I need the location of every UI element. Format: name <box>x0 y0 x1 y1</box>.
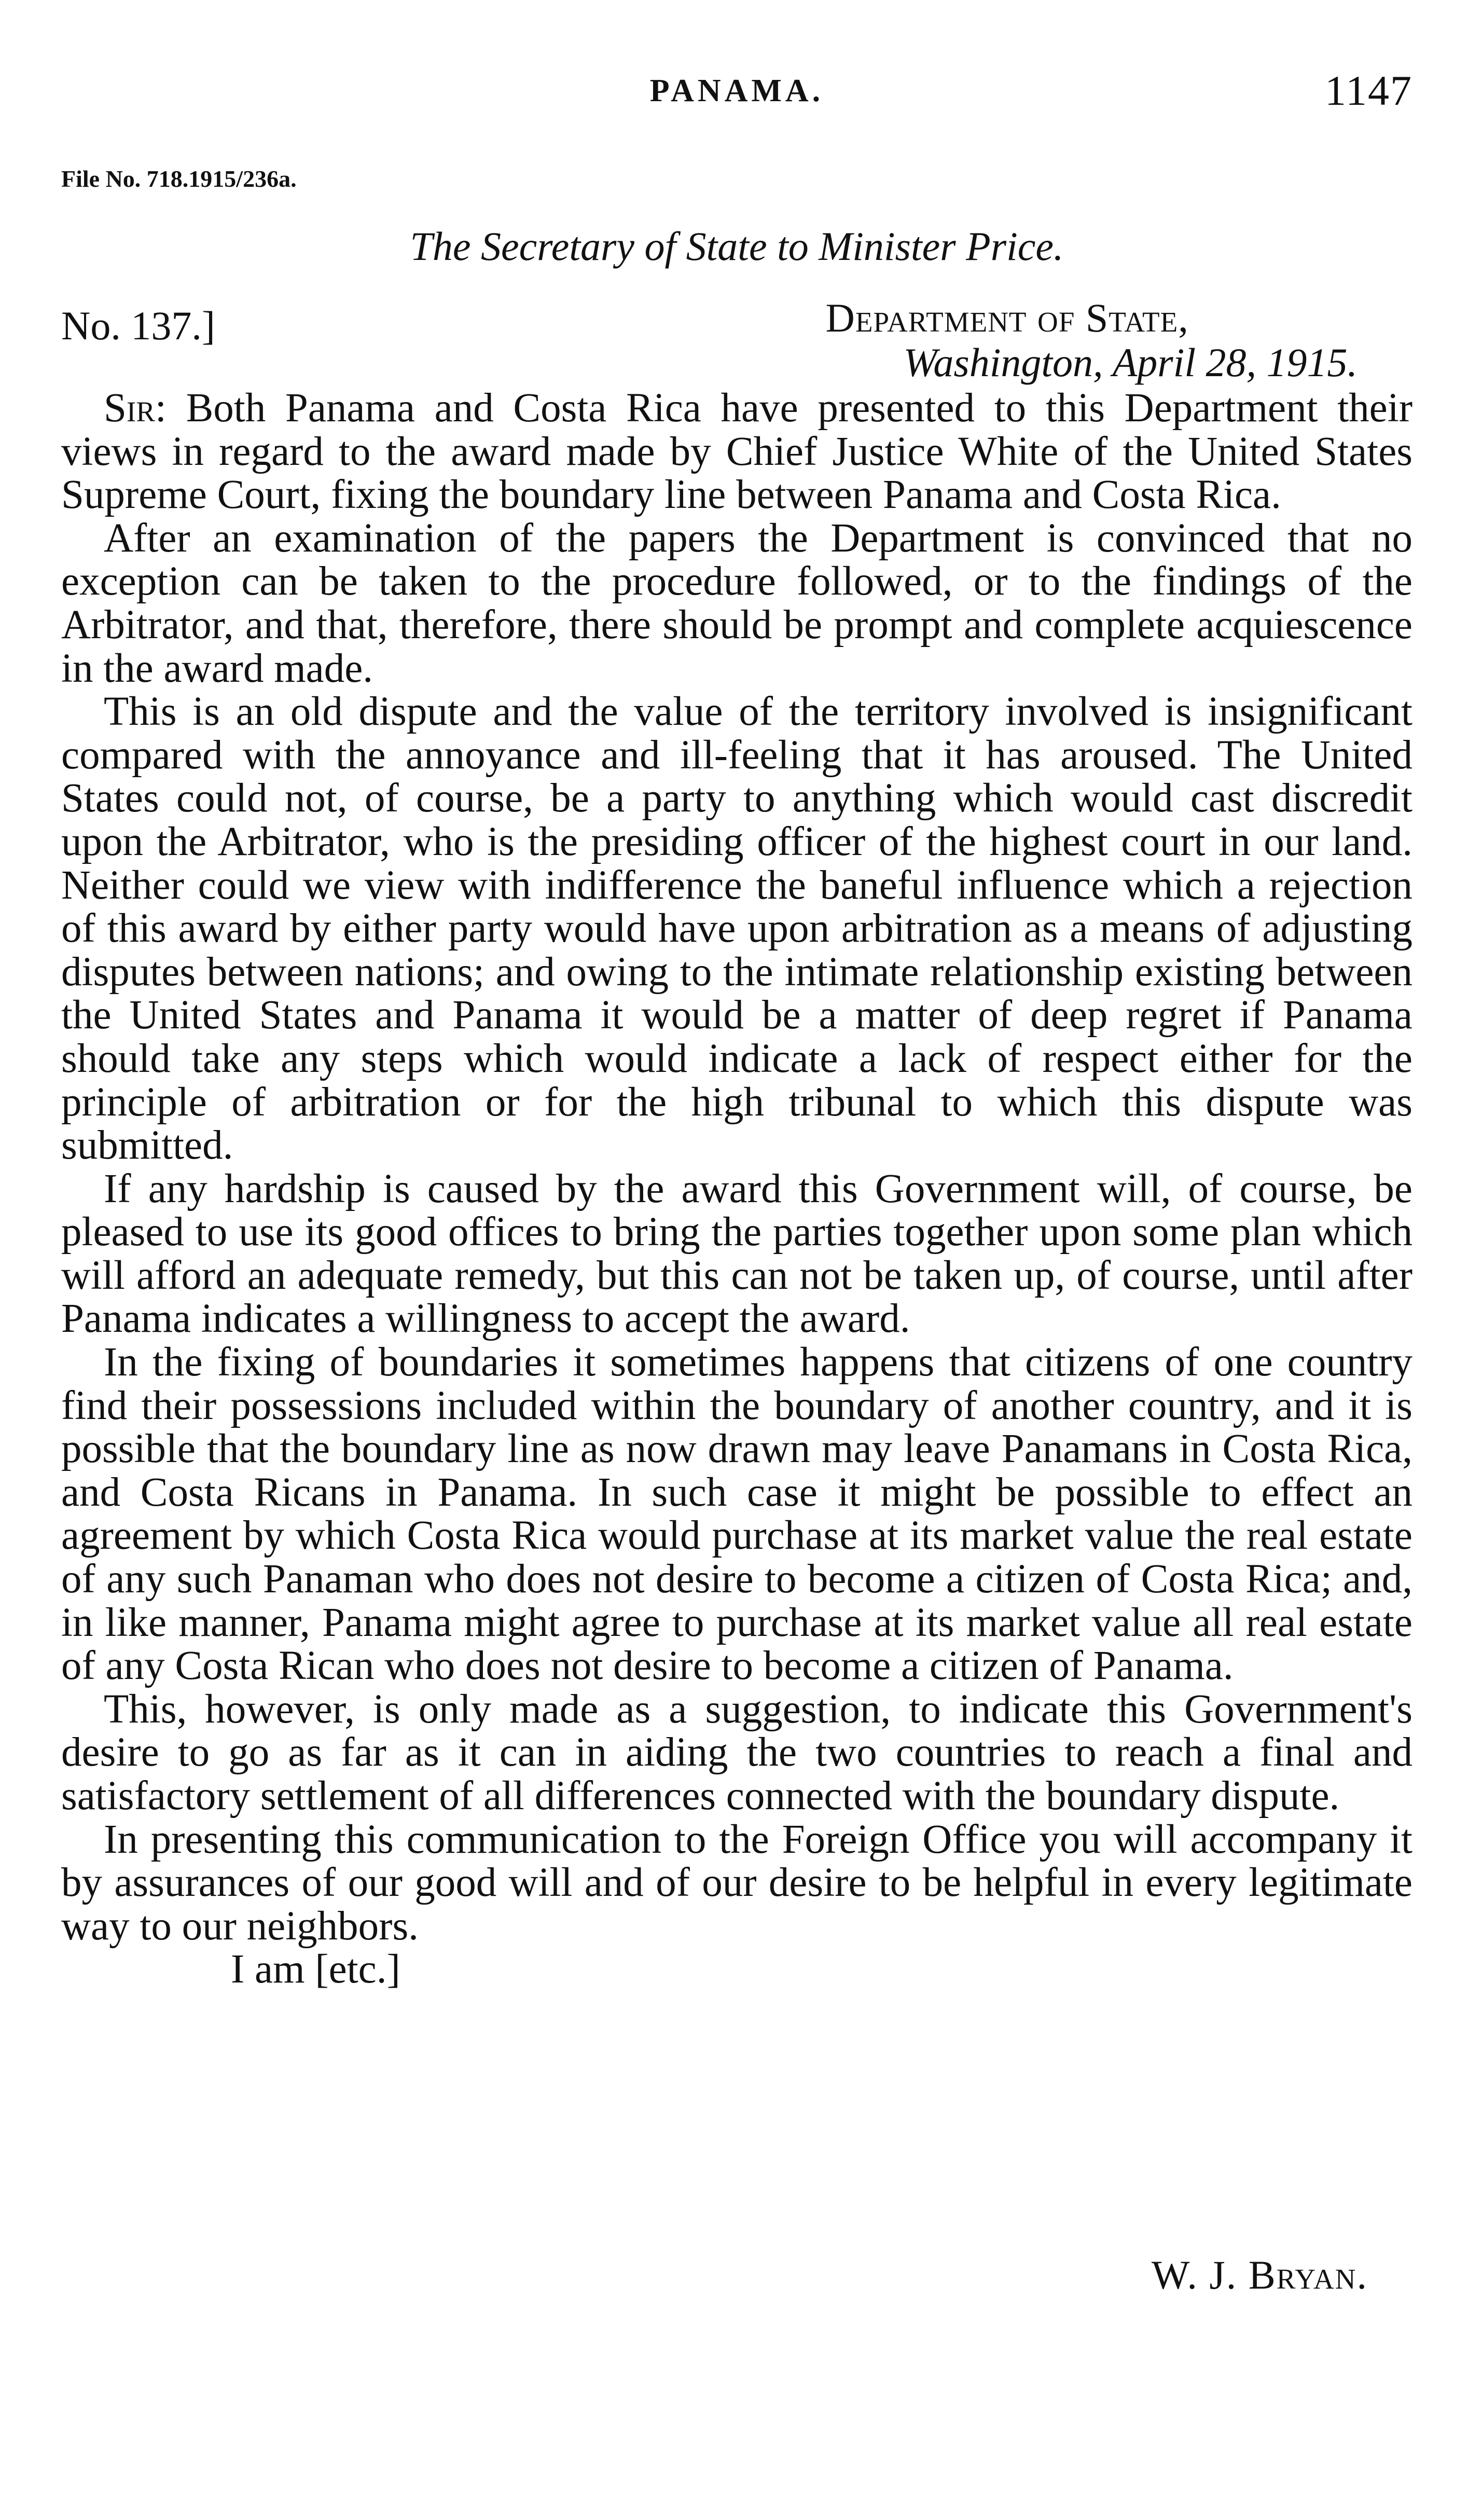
document-number: No. 137.] <box>61 303 215 348</box>
paragraph-1 <box>61 387 1412 517</box>
paragraph-4: If any hardship is caused by the award this Government will, of course, be pleased to use its good offices to bring the parties together upon some plan which will afford an adequate remedy, but this can not be taken up, of course, until after Panama indicates a willingness to accept the award. <box>61 1166 1412 1342</box>
page-number: 1147 <box>1325 67 1412 114</box>
paragraph-7: In presenting this communication to the Foreign Office you will accompany it by assurances of our good will and of our desire to be helpful in every legitimate way to our neighbors. <box>61 1816 1412 1949</box>
signature-initials: W. J. <box>1151 2252 1249 2297</box>
salutation: Sir: <box>104 385 167 431</box>
letter-body <box>61 387 1412 1991</box>
running-header <box>61 67 1412 125</box>
dateline <box>826 296 1358 385</box>
dateline-place-date: Washington, April 28, 1915. <box>903 340 1358 385</box>
document-heading: The Secretary of State to Minister Price. <box>410 224 1064 269</box>
paragraph-6: This, however, is only made as a suggestion, to indicate this Government's desire to go as far as it can in aiding the two countries to reach a final and satisfactory settlement of all differences connected with the boundary dispute. <box>61 1686 1412 1819</box>
paragraph-1-text: Both Panama and Costa Rica have presented to this Department their views in regard to the award made by Chief Justice White of the United States Supreme Court, fixing the boundary line between Panama and Costa Rica. <box>61 385 1412 518</box>
signature-surname: Bryan. <box>1248 2252 1368 2297</box>
signature <box>1152 2252 1368 2298</box>
file-number: File No. 718.1915/236a. <box>61 166 297 192</box>
paragraph-2: After an examination of the papers the Department is convinced that no exception can be taken to the procedure followed, or to the findings of the Arbitrator, and that, therefore, there should be prompt and complete acquiescence in the award made. <box>61 515 1412 691</box>
paragraph-3: This is an old dispute and the value of the territory involved is insignificant compared with the annoyance and ill-feeling that it has aroused. The United States could not, of course, be a party to anything which would cast discredit upon the Arbitrator, who is the presiding officer of the highest court in our land. Neither could we view with indifference the baneful influence which a rejection of this award by either party would have upon arbitration as a means of adjusting disputes between nations; and owing to the intimate relationship existing between the United States and Panama it would be a matter of deep regret if Panama should take any steps which would indicate a lack of respect either for the principle of arbitration or for the high tribunal to which this dispute was submitted. <box>61 689 1412 1168</box>
running-title: PANAMA. <box>649 73 824 108</box>
dateline-department: Department of State, <box>825 295 1189 340</box>
closing: I am [etc.] <box>231 1947 400 1992</box>
paragraph-5: In the fixing of boundaries it sometimes happens that citizens of one country find their possessions included within the boundary of another country, and it is possible that the boundary line as now drawn may leave Panamans in Costa Rica, and Costa Ricans in Panama. In such case it might be possible to effect an agreement by which Costa Rica would purchase at its market value the real estate of any such Panaman who does not desire to become a citizen of Costa Rica; and, in like manner, Panama might agree to purchase at its market value all real estate of any Costa Rican who does not desire to become a citizen of Panama. <box>61 1340 1412 1689</box>
